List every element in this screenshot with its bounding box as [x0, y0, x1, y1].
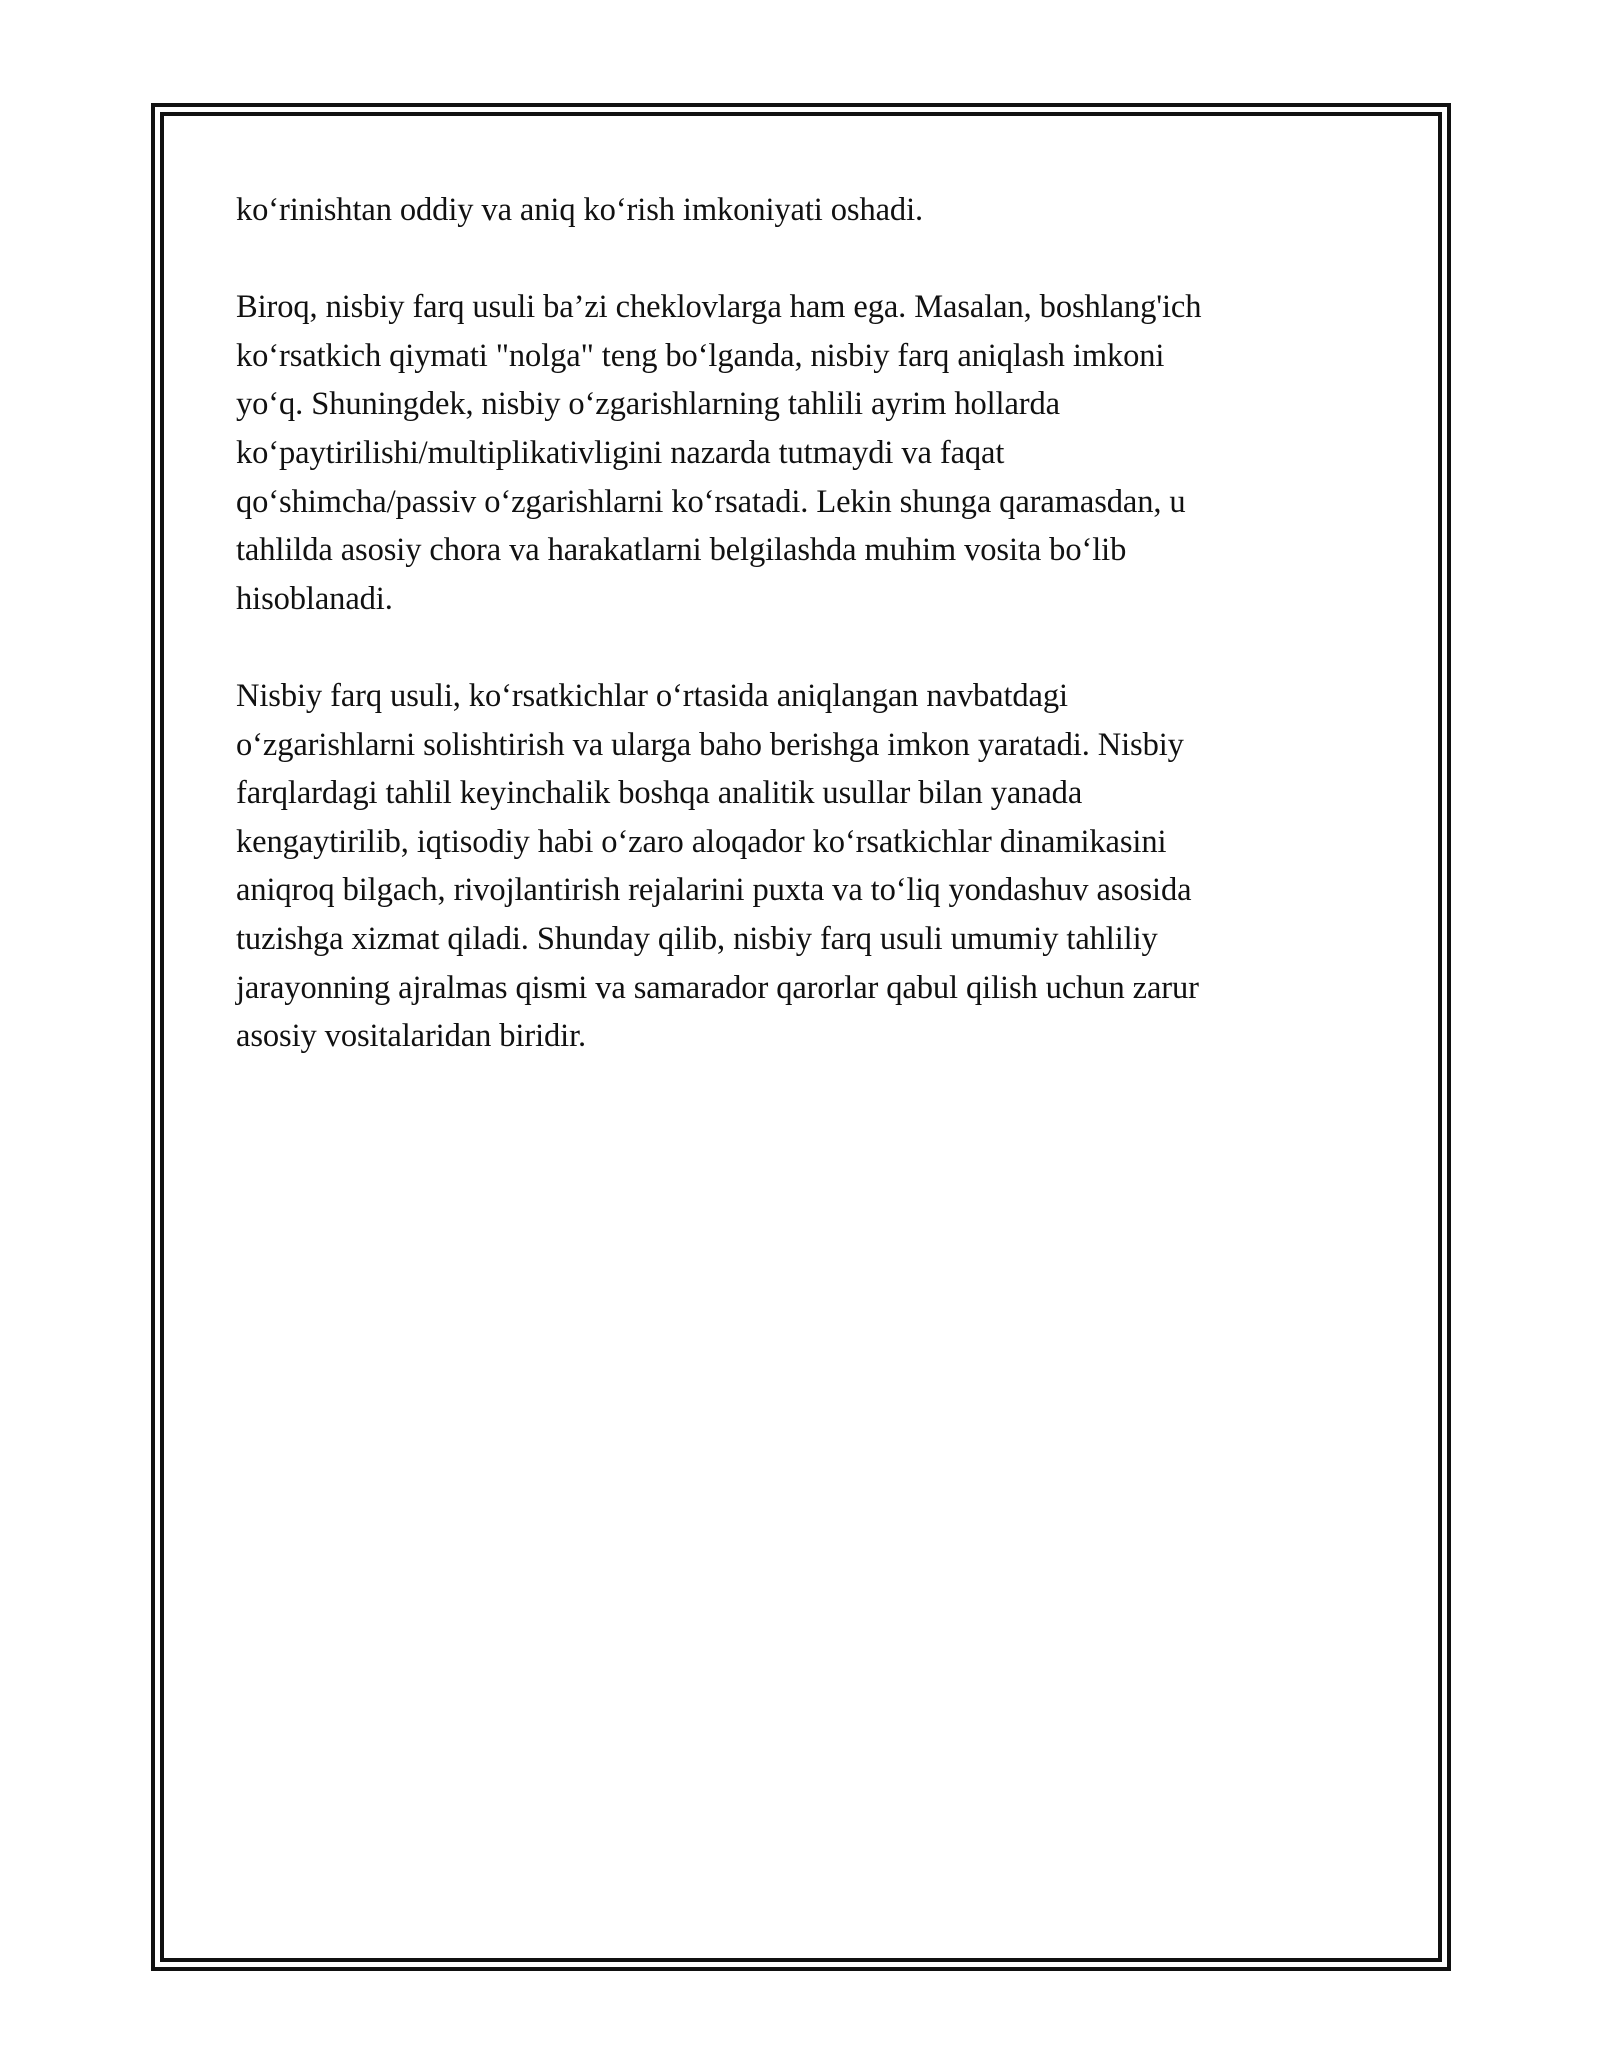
text-line: kengaytirilib, iqtisodiy habi o‘zaro aloqador ko‘rsatkichlar dinamikasini — [236, 823, 1167, 860]
text-line: ko‘paytirilishi/multiplikativligini nazarda tutmaydi va faqat — [236, 434, 1005, 471]
text-line: jarayonning ajralmas qismi va samarador qarorlar qabul qilish uchun zarur — [236, 969, 1199, 1006]
text-line: aniqroq bilgach, rivojlantirish rejalarini puxta va to‘liq yondashuv asosida — [236, 872, 1192, 909]
text-line: tahlilda asosiy chora va harakatlarni belgilashda muhim vosita bo‘lib — [236, 532, 1127, 569]
paragraph-1 — [236, 186, 1366, 235]
text-line: Nisbiy farq usuli, ko‘rsatkichlar o‘rtasida aniqlangan navbatdagi — [236, 677, 1068, 714]
text-line: yo‘q. Shuningdek, nisbiy o‘zgarishlarning tahlili ayrim hollarda — [236, 386, 1061, 423]
text-line: o‘zgarishlarni solishtirish va ularga baho berishga imkon yaratadi. Nisbiy — [236, 726, 1184, 763]
paragraph-2 — [236, 283, 1366, 623]
paragraph-3 — [236, 672, 1366, 1061]
text-line: ko‘rinishtan oddiy va aniq ko‘rish imkoniyati oshadi. — [236, 192, 924, 228]
text-line: qo‘shimcha/passiv o‘zgarishlarni ko‘rsatadi. Lekin shunga qaramasdan, u — [236, 483, 1186, 520]
text-line: Biroq, nisbiy farq usuli ba’zi cheklovlarga ham ega. Masalan, boshlang'ich — [236, 289, 1202, 326]
text-line: asosiy vositalaridan biridir. — [236, 1018, 587, 1055]
text-line: tuzishga xizmat qiladi. Shunday qilib, nisbiy farq usuli umumiy tahliliy — [236, 920, 1158, 957]
text-line: ko‘rsatkich qiymati "nolga" teng bo‘lganda, nisbiy farq aniqlash imkoni — [236, 337, 1165, 374]
text-line: farqlardagi tahlil keyinchalik boshqa analitik usullar bilan yanada — [236, 775, 1083, 812]
document-body — [236, 186, 1366, 1061]
text-line: hisoblanadi. — [236, 580, 393, 617]
